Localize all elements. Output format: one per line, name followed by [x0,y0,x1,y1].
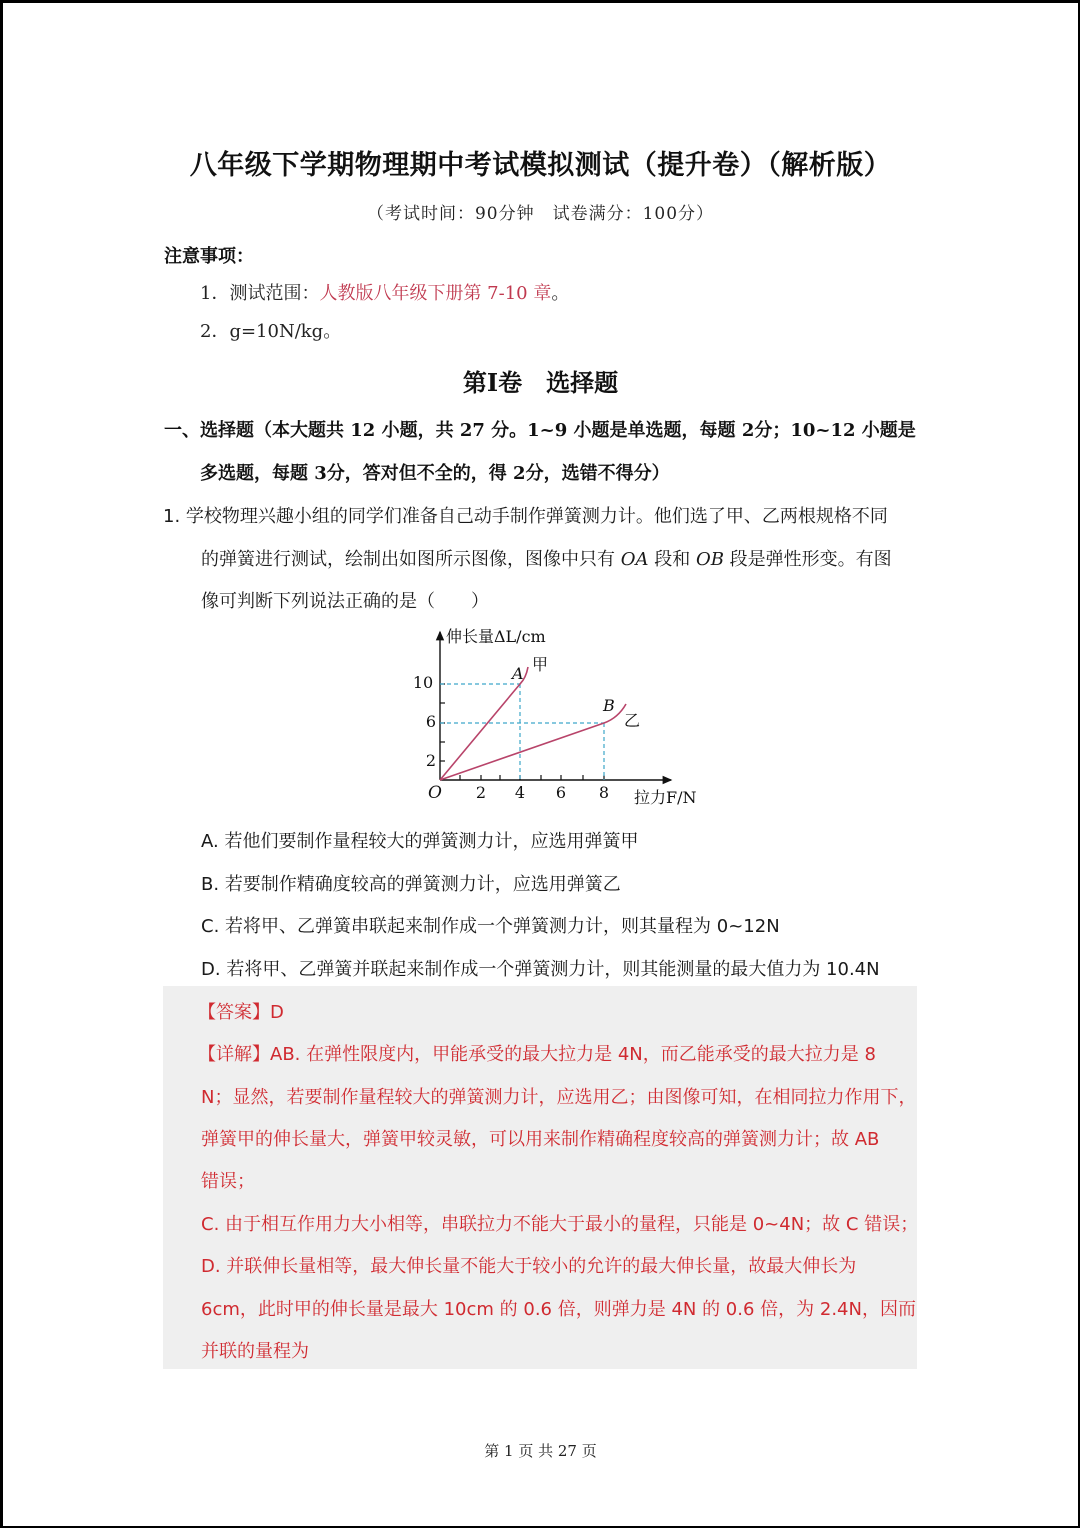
x-tick-label: 2 [475,783,487,802]
option-letter: B. [201,874,220,895]
question-line-3: 像可判断下列说法正确的是（ ） [201,591,489,612]
x-axis-label: 拉力F/N [634,788,697,807]
x-ticks [460,775,604,780]
detail-line-4: 错误； [201,1171,255,1192]
option-letter: C. [201,916,220,937]
x-tick-label: 6 [555,783,567,802]
detail-line-1: 【详解】AB. 在弹性限度内，甲能承受的最大拉力是 4N，而乙能承受的最大拉力是 8 [198,1044,876,1065]
series-yi-label: 乙 [624,711,641,730]
y-axis-label: 伸长量ΔL/cm [446,627,546,646]
note-number: 2． [200,321,230,342]
x-tick-label: 4 [514,783,526,802]
detail-line-8: 并联的量程为 [201,1341,309,1362]
detail-line-5: C. 由于相互作用力大小相等，串联拉力不能大于最小的量程，只能是 0~4N；故 C 错误； [201,1214,919,1235]
point-b-label: B [603,696,615,715]
instructions-line-1: 一、选择题（本大题共 12 小题，共 27 分。1~9 小题是单选题，每题 2分；10~12 小题是 [164,420,916,441]
option-text: 若将甲、乙弹簧串联起来制作成一个弹簧测力计，则其量程为 0~12N [225,916,780,937]
note-label: 测试范围： [229,283,320,304]
option-b [201,870,621,896]
exam-info: （考试时间：90分钟 试卷满分：100分） [366,204,715,224]
notes-heading: 注意事项： [164,246,254,267]
point-a-label: A [512,664,524,683]
spring-extension-chart [403,620,713,815]
page-footer: 第 1 页 共 27 页 [484,1442,597,1460]
section-title: 第Ⅰ卷 选择题 [462,368,619,397]
y-tick-label: 2 [425,751,437,770]
note-scope: 人教版八年级下册第 7-10 章 [319,283,552,304]
note-label: g=10N/kg。 [229,321,342,342]
note-number: 1． [200,283,230,304]
option-text: 若要制作精确度较高的弹簧测力计，应选用弹簧乙 [224,874,621,895]
curve-yi [440,704,626,780]
option-letter: D. [201,959,221,980]
note-item-1 [200,279,569,305]
option-a [201,827,638,853]
segment-oa: OA [620,549,649,570]
x-tick-label: 8 [598,783,610,802]
detail-line-6: D. 并联伸长量相等，最大伸长量不能大于较小的允许的最大伸长量，故最大伸长为 [201,1256,857,1277]
detail-line-2: N；显然，若要制作量程较大的弹簧测力计，应选用乙；由图像可知，在相同拉力作用下， [201,1087,917,1108]
question-text: 的弹簧进行测试，绘制出如图所示图像，图像中只有 [201,549,621,570]
question-line-1: 1. 学校物理兴趣小组的同学们准备自己动手制作弹簧测力计。他们选了甲、乙两根规格不同 [163,506,888,527]
series-jia-label: 甲 [532,655,549,674]
question-text: 段是弹性形变。有图 [723,549,892,570]
note-item-2 [200,317,341,343]
origin-label: O [428,783,442,803]
option-text: 若他们要制作量程较大的弹簧测力计，应选用弹簧甲 [224,831,639,852]
detail-line-7: 6cm，此时甲的伸长量是最大 10cm 的 0.6 倍，则弹力是 4N 的 0.6 倍，为 2.4N，因而 [201,1299,916,1320]
y-tick-label: 10 [412,673,434,692]
document-page [3,3,1078,1526]
answer-line: 【答案】D [198,1002,284,1023]
question-text: 段和 [648,549,696,570]
document-title: 八年级下学期物理期中考试模拟测试（提升卷）（解析版） [189,150,892,181]
option-d [201,955,880,981]
y-tick-label: 6 [425,712,437,731]
segment-ob: OB [695,549,724,570]
option-c [201,912,780,938]
question-line-2 [201,545,892,571]
detail-line-3: 弹簧甲的伸长量大，弹簧甲较灵敏，可以用来制作精确程度较高的弹簧测力计；故 AB [201,1129,880,1150]
option-text: 若将甲、乙弹簧并联起来制作成一个弹簧测力计，则其能测量的最大值力为 10.4N [226,959,880,980]
note-suffix: 。 [551,283,570,304]
option-letter: A. [201,831,219,852]
instructions-line-2: 多选题，每题 3分，答对但不全的，得 2分，选错不得分） [200,463,670,484]
